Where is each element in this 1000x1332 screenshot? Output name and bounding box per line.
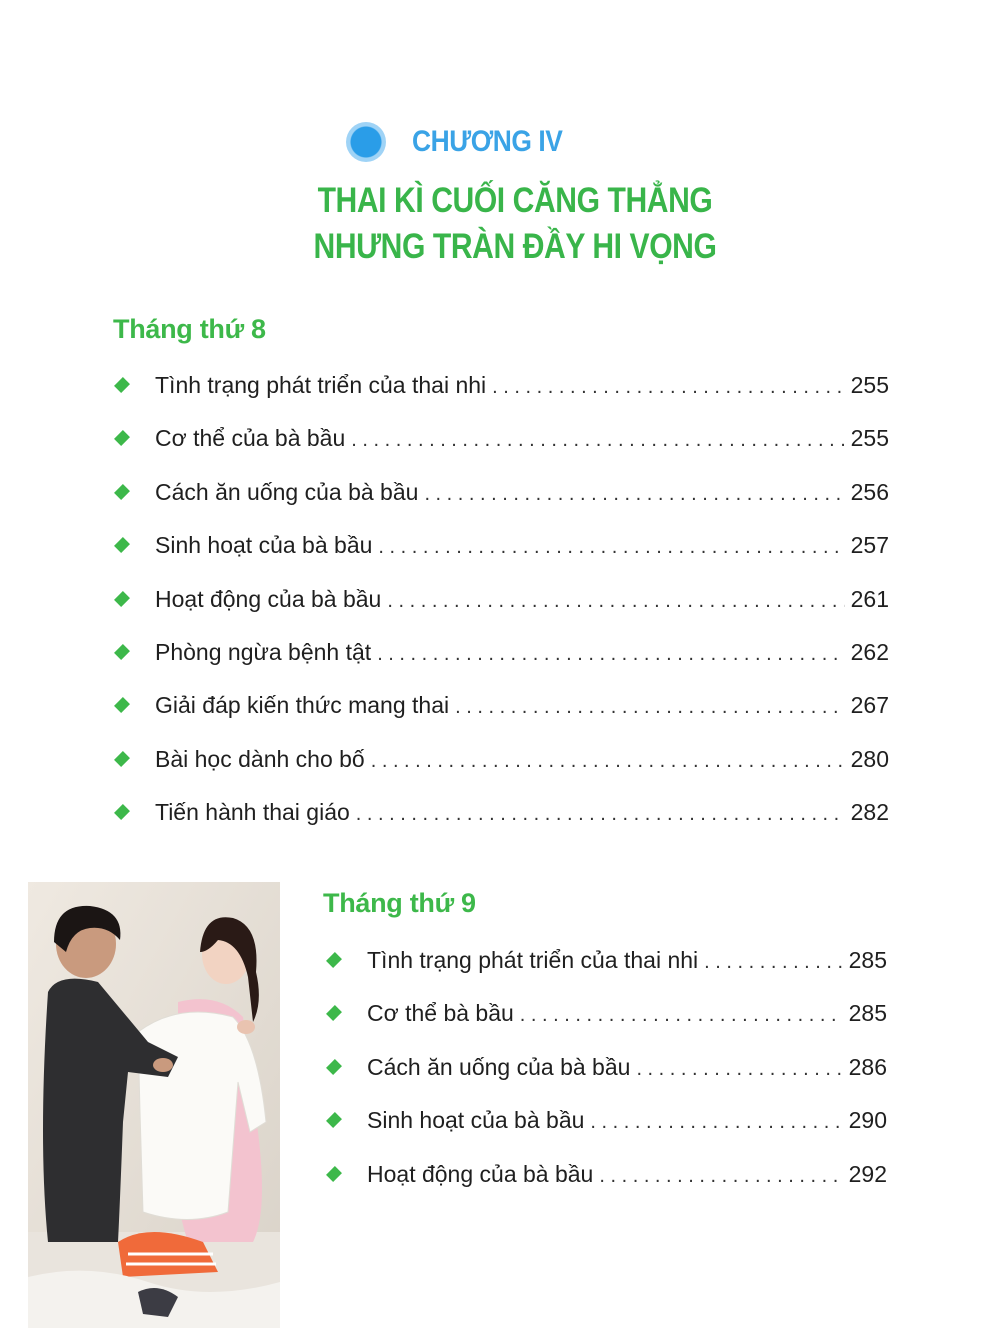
- diamond-bullet-icon: [115, 472, 131, 512]
- dot-leader: [387, 581, 844, 621]
- toc-entry[interactable]: [115, 472, 889, 525]
- toc-entry[interactable]: [115, 685, 889, 738]
- toc-entry-title: Giải đáp kiến thức mang thai: [155, 692, 450, 719]
- toc-page-number: 280: [850, 745, 889, 772]
- toc-page-number: 286: [848, 1053, 887, 1080]
- diamond-bullet-icon: [327, 993, 343, 1033]
- toc-entry[interactable]: [115, 579, 889, 632]
- chapter-title-line-1: THAI KÌ CUỐI CĂNG THẲNG: [317, 181, 713, 220]
- toc-entry-title: Cách ăn uống của bà bầu: [367, 1053, 631, 1080]
- toc-page-number: 257: [850, 532, 889, 559]
- diamond-bullet-icon: [327, 1154, 343, 1194]
- dot-leader: [492, 367, 844, 407]
- toc-entry[interactable]: [115, 632, 889, 685]
- month-9-toc-list: [327, 940, 887, 1207]
- toc-page-number: 255: [850, 425, 889, 452]
- toc-page-number: 261: [850, 585, 889, 612]
- toc-entry[interactable]: [327, 993, 887, 1046]
- dot-leader: [636, 1049, 842, 1089]
- toc-page-number: 292: [848, 1160, 887, 1187]
- toc-entry-title: Bài học dành cho bố: [155, 745, 365, 772]
- chapter-label: CHƯƠNG IV: [412, 125, 563, 158]
- toc-entry-title: Hoạt động của bà bầu: [155, 585, 382, 612]
- month-8-toc-list: [115, 365, 889, 846]
- dot-leader: [455, 687, 845, 727]
- toc-entry-title: Cơ thể bà bầu: [367, 1000, 514, 1027]
- toc-entry[interactable]: [115, 418, 889, 471]
- toc-entry[interactable]: [327, 1047, 887, 1100]
- month-9-heading: Tháng thứ 9: [323, 888, 476, 918]
- couple-photo-illustration: [28, 882, 280, 1328]
- toc-page-number: 262: [850, 638, 889, 665]
- couple-photo: [28, 882, 280, 1328]
- dot-leader: [377, 634, 844, 674]
- toc-page-number: 285: [848, 947, 887, 973]
- toc-entry[interactable]: [115, 525, 889, 578]
- toc-entry-title: Tiến hành thai giáo: [155, 799, 350, 826]
- dot-leader: [520, 995, 843, 1035]
- toc-entry[interactable]: [327, 1100, 887, 1153]
- toc-entry[interactable]: [115, 739, 889, 792]
- diamond-bullet-icon: [115, 792, 131, 832]
- chapter-header: [346, 122, 583, 162]
- toc-entry[interactable]: [327, 1154, 887, 1207]
- diamond-bullet-icon: [115, 685, 131, 725]
- diamond-bullet-icon: [327, 940, 343, 980]
- diamond-bullet-icon: [115, 418, 131, 458]
- toc-page-number: 256: [850, 478, 889, 505]
- dot-leader: [371, 741, 845, 781]
- toc-entry-title: Tình trạng phát triển của thai nhi: [367, 947, 699, 973]
- dot-leader: [378, 527, 844, 567]
- toc-entry-title: Sinh hoạt của bà bầu: [367, 1107, 585, 1134]
- toc-entry[interactable]: [115, 792, 889, 845]
- toc-entry[interactable]: [115, 365, 889, 418]
- toc-page-number: 267: [850, 692, 889, 719]
- toc-entry-title: Sinh hoạt của bà bầu: [155, 532, 373, 559]
- toc-entry-title: Hoạt động của bà bầu: [367, 1160, 594, 1187]
- toc-entry-title: Cơ thể của bà bầu: [155, 425, 346, 452]
- dot-leader: [704, 942, 842, 982]
- toc-entry[interactable]: [327, 940, 887, 993]
- diamond-bullet-icon: [115, 525, 131, 565]
- diamond-bullet-icon: [327, 1047, 343, 1087]
- chapter-title-line-2: NHƯNG TRÀN ĐẦY HI VỌNG: [313, 227, 717, 266]
- chapter-title: [0, 178, 1000, 270]
- diamond-bullet-icon: [115, 632, 131, 672]
- diamond-bullet-icon: [327, 1100, 343, 1140]
- toc-entry-title: Tình trạng phát triển của thai nhi: [155, 372, 487, 398]
- toc-page-number: 282: [850, 799, 889, 826]
- diamond-bullet-icon: [115, 365, 131, 405]
- toc-entry-title: Phòng ngừa bệnh tật: [155, 638, 372, 665]
- dot-leader: [599, 1156, 842, 1196]
- dot-leader: [590, 1102, 842, 1142]
- dot-leader: [356, 794, 845, 834]
- toc-page-number: 290: [848, 1107, 887, 1134]
- circle-bullet-icon: [346, 122, 386, 162]
- month-8-heading: Tháng thứ 8: [113, 314, 266, 344]
- dot-leader: [351, 420, 844, 460]
- dot-leader: [424, 474, 844, 514]
- toc-entry-title: Cách ăn uống của bà bầu: [155, 478, 419, 505]
- toc-page-number: 255: [850, 372, 889, 398]
- diamond-bullet-icon: [115, 579, 131, 619]
- toc-page-number: 285: [848, 1000, 887, 1027]
- diamond-bullet-icon: [115, 739, 131, 779]
